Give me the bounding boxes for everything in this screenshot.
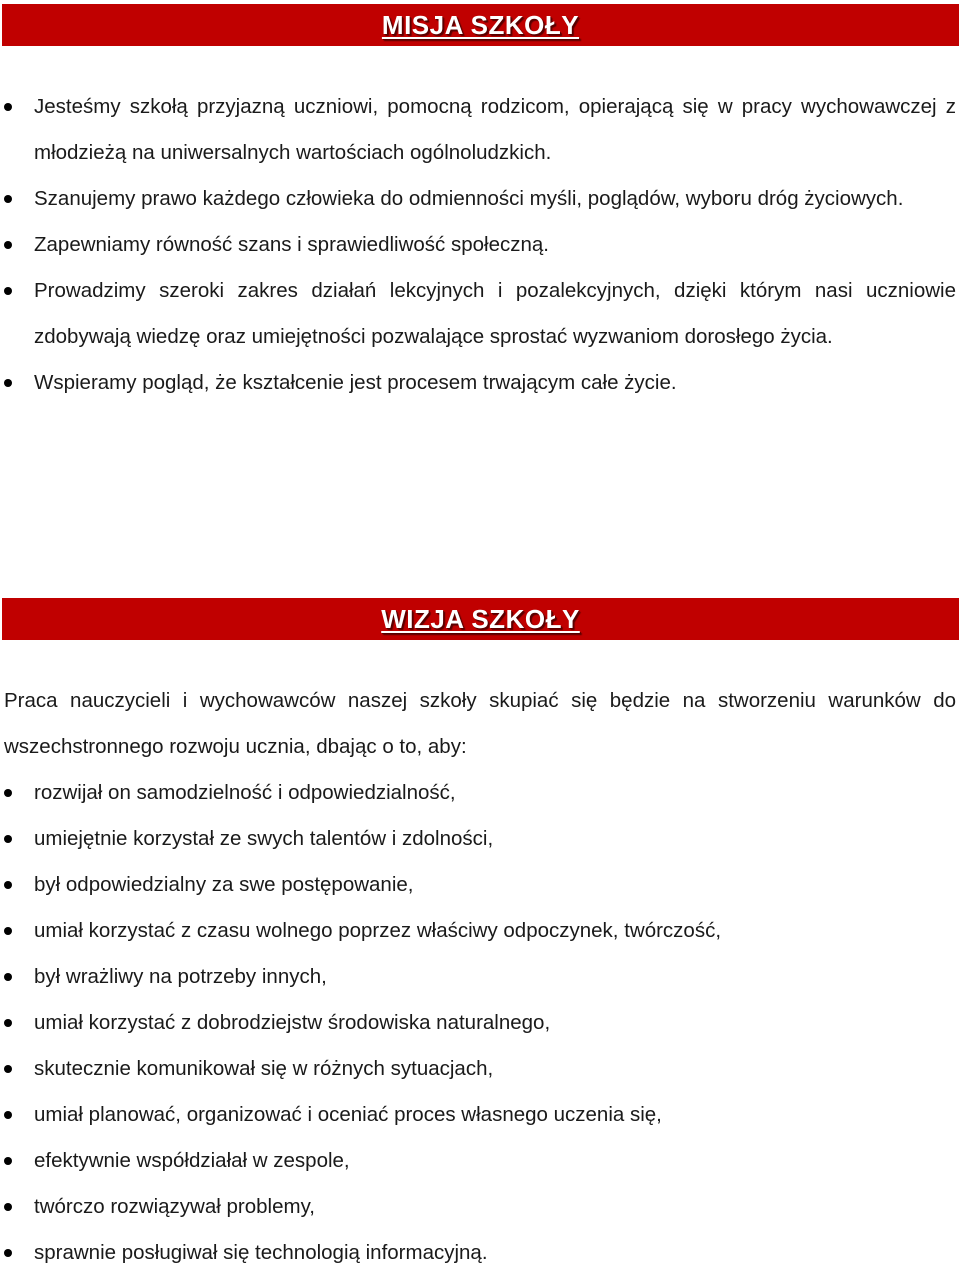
vision-item bbox=[0, 954, 956, 1000]
mission-item-text: Szanujemy prawo każdego człowieka do odmienności myśli, poglądów, wyboru dróg życiowych. bbox=[34, 187, 904, 210]
mission-item-text: Wspieramy pogląd, że kształcenie jest procesem trwającym całe życie. bbox=[34, 371, 677, 394]
bullet-icon bbox=[4, 881, 12, 889]
bullet-icon bbox=[4, 195, 12, 203]
vision-item bbox=[0, 1046, 956, 1092]
mission-item bbox=[0, 84, 956, 176]
mission-item-text: Zapewniamy równość szans i sprawiedliwość społeczną. bbox=[34, 233, 549, 256]
mission-item bbox=[0, 360, 956, 406]
mission-item bbox=[0, 222, 956, 268]
mission-list bbox=[0, 84, 956, 406]
mission-item bbox=[0, 268, 956, 360]
mission-banner bbox=[2, 4, 959, 46]
bullet-icon bbox=[4, 1111, 12, 1119]
bullet-icon bbox=[4, 1065, 12, 1073]
vision-item-text: umiał planować, organizować i oceniać proces własnego uczenia się, bbox=[34, 1103, 662, 1126]
vision-banner bbox=[2, 598, 959, 640]
vision-item-text: twórczo rozwiązywał problemy, bbox=[34, 1195, 316, 1218]
vision-item bbox=[0, 1230, 956, 1276]
vision-item bbox=[0, 816, 956, 862]
vision-item bbox=[0, 1184, 956, 1230]
vision-item-text: był odpowiedzialny za swe postępowanie, bbox=[34, 873, 414, 896]
bullet-icon bbox=[4, 927, 12, 935]
bullet-icon bbox=[4, 103, 12, 111]
vision-item-text: rozwijał on samodzielność i odpowiedzialność, bbox=[34, 781, 456, 804]
mission-title: MISJA SZKOŁY bbox=[381, 9, 580, 40]
vision-intro: Praca nauczycieli i wychowawców naszej szkoły skupiać się będzie na stworzeniu warunków do wszechstronnego rozwoju ucznia, dbając o to, aby: bbox=[4, 689, 956, 758]
vision-item-text: umiał korzystać z dobrodziejstw środowiska naturalnego, bbox=[34, 1011, 551, 1034]
vision-list bbox=[0, 770, 956, 1276]
bullet-icon bbox=[4, 1249, 12, 1257]
vision-item bbox=[0, 770, 956, 816]
bullet-icon bbox=[4, 835, 12, 843]
mission-item-text: Jesteśmy szkołą przyjazną uczniowi, pomocną rodzicom, opierającą się w pracy wychowawczej z młodzieżą na uniwersalnych wartościach ogólnoludzkich. bbox=[34, 95, 956, 164]
vision-item bbox=[0, 1092, 956, 1138]
vision-item-text: umiał korzystać z czasu wolnego poprzez właściwy odpoczynek, twórczość, bbox=[34, 919, 722, 942]
vision-item-text: efektywnie współdziałał w zespole, bbox=[34, 1149, 350, 1172]
mission-item bbox=[0, 176, 956, 222]
vision-item bbox=[0, 908, 956, 954]
vision-item bbox=[0, 1138, 956, 1184]
bullet-icon bbox=[4, 1019, 12, 1027]
vision-item-text: umiejętnie korzystał ze swych talentów i zdolności, bbox=[34, 827, 494, 850]
bullet-icon bbox=[4, 1157, 12, 1165]
bullet-icon bbox=[4, 1203, 12, 1211]
vision-title: WIZJA SZKOŁY bbox=[381, 603, 580, 634]
bullet-icon bbox=[4, 379, 12, 387]
vision-item bbox=[0, 862, 956, 908]
bullet-icon bbox=[4, 241, 12, 249]
vision-item-text: sprawnie posługiwał się technologią informacyjną. bbox=[34, 1241, 488, 1264]
vision-item-text: skutecznie komunikował się w różnych sytuacjach, bbox=[34, 1057, 494, 1080]
bullet-icon bbox=[4, 789, 12, 797]
mission-item-text: Prowadzimy szeroki zakres działań lekcyjnych i pozalekcyjnych, dzięki którym nasi uczniowie zdobywają wiedzę oraz umiejętności pozwalające sprostać wyzwaniom dorosłego życia. bbox=[34, 279, 956, 348]
bullet-icon bbox=[4, 287, 12, 295]
vision-item-text: był wrażliwy na potrzeby innych, bbox=[34, 965, 327, 988]
vision-item bbox=[0, 1000, 956, 1046]
bullet-icon bbox=[4, 973, 12, 981]
